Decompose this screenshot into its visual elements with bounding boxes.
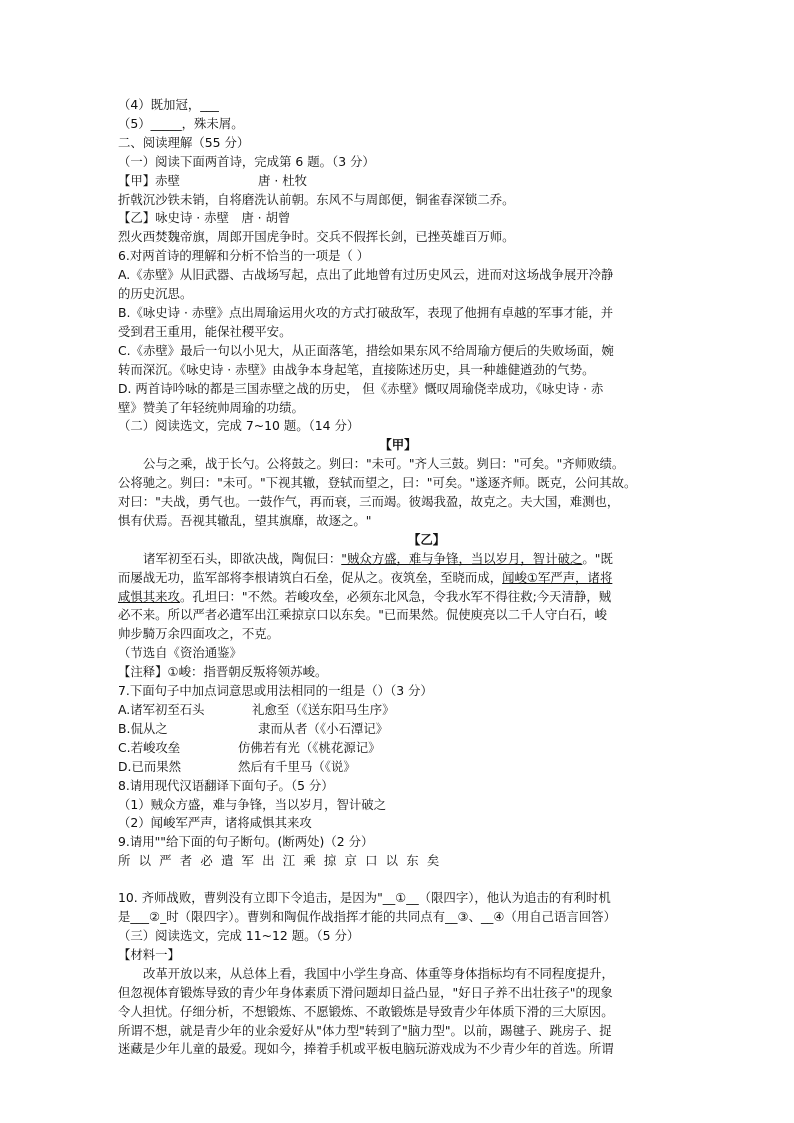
passage-jia-heading: 【甲】: [379, 437, 417, 453]
poem-b-text: 烈火西焚魏帝旗，周郎开国虎争时。交兵不假挥长剑，已挫英雄百万师。: [118, 229, 515, 245]
q6-option-b: B.《咏史诗 · 赤壁》点出周瑜运用火攻的方式打破敌军，表现了他拥有卓越的军事才能，并: [118, 304, 614, 320]
fill-q4: （4）既加冠，___: [118, 97, 219, 112]
q9-sentence: 所以严者必遣军出江乘掠京口以东矣: [118, 853, 448, 869]
q6-option-d-cont: 壁》赞美了年轻统帅周瑜的功绩。: [118, 399, 304, 415]
passage-jia-line: 公将驰之。刿曰："未可。"下视其辙，登轼而望之，曰："可矣。"遂逐齐师。既克，公问其故。: [118, 475, 637, 491]
q7-a-right: 礼愈至（《送东阳马生序》: [252, 702, 395, 717]
part2-intro: （二）阅读选文，完成 7~10 题。（14 分）: [118, 418, 360, 434]
yi-text: 。孔坦曰："不然。若峻攻垒，必须东北风急，令我水军不得往救;今天清静，贼: [179, 588, 612, 604]
question-10: 10. 齐师战败，曹刿没有立即下令追击，是因为"__①__（限四字），他认为追击的有利时机: [118, 890, 611, 906]
q7-option-d: [118, 758, 678, 777]
question-8: 8.请用现代汉语翻译下面句子。（5 分）: [118, 777, 334, 793]
blank-spacer: [118, 871, 678, 889]
passage-yi-line: 必不来。所以严者必遣军出江乘掠京口以东矣。"已而果然。侃使庾亮以二千人守白石，峻: [118, 607, 607, 623]
q7-option-c: [118, 739, 678, 758]
passage-jia-line: 对曰："夫战，勇气也。一鼓作气，再而衰，三而竭。彼竭我盈，故克之。夫大国，难测也，: [118, 494, 620, 510]
q7-b-left: B.侃从之: [118, 720, 168, 736]
poem-a-text: 折戟沉沙铁未销，自将磨洗认前朝。东风不与周郎便，铜雀春深锁二乔。: [118, 191, 515, 207]
q6-option-c-cont: 转而深沉。《咏史诗 · 赤壁》由战争本身起笔，直接陈述历史，具一种雄健遒劲的气势。: [118, 361, 595, 377]
document-page: [118, 96, 678, 1059]
q6-option-c: C.《赤壁》最后一句以小见大，从正面落笔，措绘如果东风不给周瑜方便后的失败场面，婉: [118, 342, 614, 358]
q7-c-left: C.若峻攻垒: [118, 739, 181, 755]
underlined-sentence-2: 闻峻①军严声，诸将: [502, 569, 613, 585]
question-10-cont: 是___②_时（限四字）。曹刿和陶侃作战指挥才能的共同点有__③、__④（用自己语言回答）: [118, 909, 616, 925]
passage-source: （节选自《资治通鉴》: [118, 645, 242, 661]
material-1-line: 所谓不想，就是青少年的业余爱好从"体力型"转到了"脑力型"。以前，踢毽子、跳房子、捉: [118, 1022, 612, 1038]
q6-option-a: A.《赤壁》从旧武器、古战场写起，点出了此地曾有过历史风云，进而对这场战争展开冷静: [118, 267, 614, 283]
passage-yi-line: [118, 550, 678, 569]
question-6: 6.对两首诗的理解和分析不恰当的一项是（ ）: [118, 248, 370, 264]
poem-a-author: 唐 · 杜牧: [258, 172, 307, 188]
part1-intro: （一）阅读下面两首诗，完成第 6 题。（3 分）: [118, 153, 375, 169]
poem-b-title: 【乙】咏史诗 · 赤壁 唐 · 胡曾: [118, 210, 291, 226]
material-1-line: 改革开放以来，从总体上看，我国中小学生身高、体重等身体指标均有不同程度提升，: [143, 965, 614, 981]
q7-b-right: 隶而从者（《小石潭记》: [258, 720, 389, 736]
underlined-sentence-2-cont: 咸惧其来攻: [118, 588, 180, 604]
part3-intro: （三）阅读选文，完成 11~12 题。（5 分）: [118, 927, 360, 943]
section-title: 二、阅读理解（55 分）: [118, 134, 250, 150]
question-7: 7.下面句子中加点词意思或用法相同的一组是（）（3 分）: [118, 683, 433, 699]
passage-yi-line: 帅步騎万余四面攻之，不克。: [118, 626, 280, 642]
q7-a-left: A.诸军初至石头: [118, 702, 205, 717]
fill-q5: （5）_____，殊未屑。: [118, 115, 244, 131]
q8-item-1: （1）贼众方盛，难与争锋，当以岁月，智计破之: [118, 796, 387, 812]
poem-a-title: 【甲】赤壁: [118, 172, 180, 188]
passage-yi-line: [118, 569, 678, 588]
material-1-line: 但忽视体育锻炼导致的青少年身体素质下滑问题却日益凸显，"好日子养不出壮孩子"的现象: [118, 984, 613, 1000]
q7-d-right: 然后有千里马（《说》: [238, 758, 356, 774]
annotation-note: 【注释】①峻：指晋朝反叛将领苏峻。: [118, 664, 328, 680]
q6-option-d: D. 两首诗吟咏的都是三国赤壁之战的历史， 但《赤壁》慨叹周瑜侥幸成功，《咏史诗 · 赤: [118, 380, 604, 396]
q7-d-left: D.已而果然: [118, 758, 182, 774]
passage-yi-heading: 【乙】: [408, 531, 446, 547]
q7-option-b: [118, 720, 678, 739]
question-9: 9.请用""给下面的句子断句。(断两处)（2 分）: [118, 834, 374, 850]
q7-c-right: 仿佛若有光（《桃花源记》: [238, 739, 381, 755]
underlined-sentence-1: "贼众方盛，难与争锋，当以岁月，智计破之: [341, 550, 583, 566]
material-1-line: 令人担忧。仔细分析，不想锻炼、不愿锻炼、不敢锻炼是导致青少年体质下滑的三大原因。: [118, 1003, 614, 1019]
q6-option-a-cont: 的历史沉思。: [118, 286, 193, 302]
yi-text: 而屡战无功，监军部将李根请筑白石垒，促从之。夜筑垒，至晓而成，: [118, 569, 503, 585]
poem-a-heading: [118, 172, 678, 191]
passage-jia-line: 公与之乘，战于长勺。公将鼓之。刿曰："未可。"齐人三鼓。刿曰："可矣。"齐师败绩。: [143, 456, 625, 472]
q8-item-2: （2）闻峻军严声，诸将咸惧其来攻: [118, 815, 312, 831]
passage-yi-line: [118, 588, 678, 607]
material-1-line: 迷藏是少年儿童的最爱。现如今，捧着手机或平板电脑玩游戏成为不少青少年的首选。所谓: [118, 1041, 614, 1057]
q7-option-a: [118, 701, 678, 720]
yi-text: 诸军初至石头，即欲决战，陶侃曰：: [143, 550, 342, 566]
material-1-heading: 【材料一】: [118, 946, 180, 962]
q6-option-b-cont: 受到君王重用，能保社稷平安。: [118, 323, 292, 339]
passage-jia-line: 惧有伏焉。吾视其辙乱，望其旗靡，故逐之。": [118, 512, 372, 528]
yi-text: 。"既: [582, 550, 613, 566]
